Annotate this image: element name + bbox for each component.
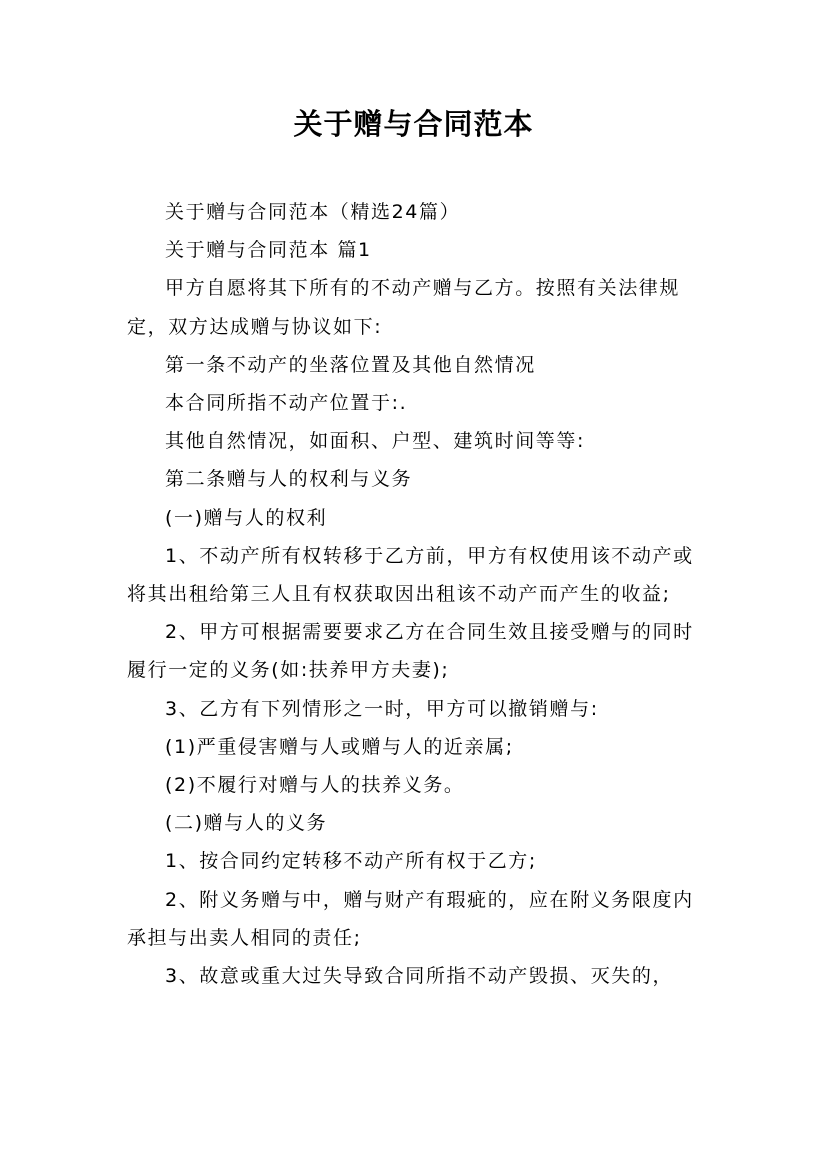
paragraph: (一)赠与人的权利 — [165, 506, 328, 529]
paragraph: 关于赠与合同范本（精选24篇） — [165, 201, 461, 223]
paragraph: 1、不动产所有权转移于乙方前，甲方有权使用该不动产或将其出租给第三人且有权获取因出租该不动产而产生的收益; — [127, 544, 694, 606]
paragraph: (二)赠与人的义务 — [165, 812, 328, 835]
paragraph: 本合同所指不动产位置于:. — [165, 392, 408, 415]
paragraph: 3、乙方有下列情形之一时，甲方可以撤销赠与: — [165, 697, 599, 720]
paragraph: 3、故意或重大过失导致合同所指不动产毁损、灭失的， — [165, 965, 674, 988]
paragraph: 第一条不动产的坐落位置及其他自然情况 — [165, 353, 536, 376]
paragraph: (2)不履行对赠与人的扶养义务。 — [165, 774, 465, 797]
paragraph: (1)严重侵害赠与人或赠与人的近亲属; — [165, 735, 514, 758]
paragraph: 2、甲方可根据需要要求乙方在合同生效且接受赠与的同时履行一定的义务(如:扶养甲方夫妻); — [127, 621, 694, 682]
paragraph: 1、按合同约定转移不动产所有权于乙方; — [165, 850, 537, 873]
paragraph: 第二条赠与人的权利与义务 — [165, 468, 413, 491]
paragraph: 甲方自愿将其下所有的不动产赠与乙方。按照有关法律规定，双方达成赠与协议如下: — [127, 277, 681, 338]
document-body — [127, 193, 707, 995]
paragraph: 其他自然情况，如面积、户型、建筑时间等等: — [165, 430, 586, 453]
paragraph: 关于赠与合同范本 篇1 — [165, 239, 372, 262]
document-title: 关于赠与合同范本 — [293, 107, 534, 141]
paragraph: 2、附义务赠与中，赠与财产有瑕疵的，应在附义务限度内承担与出卖人相同的责任; — [127, 888, 694, 949]
